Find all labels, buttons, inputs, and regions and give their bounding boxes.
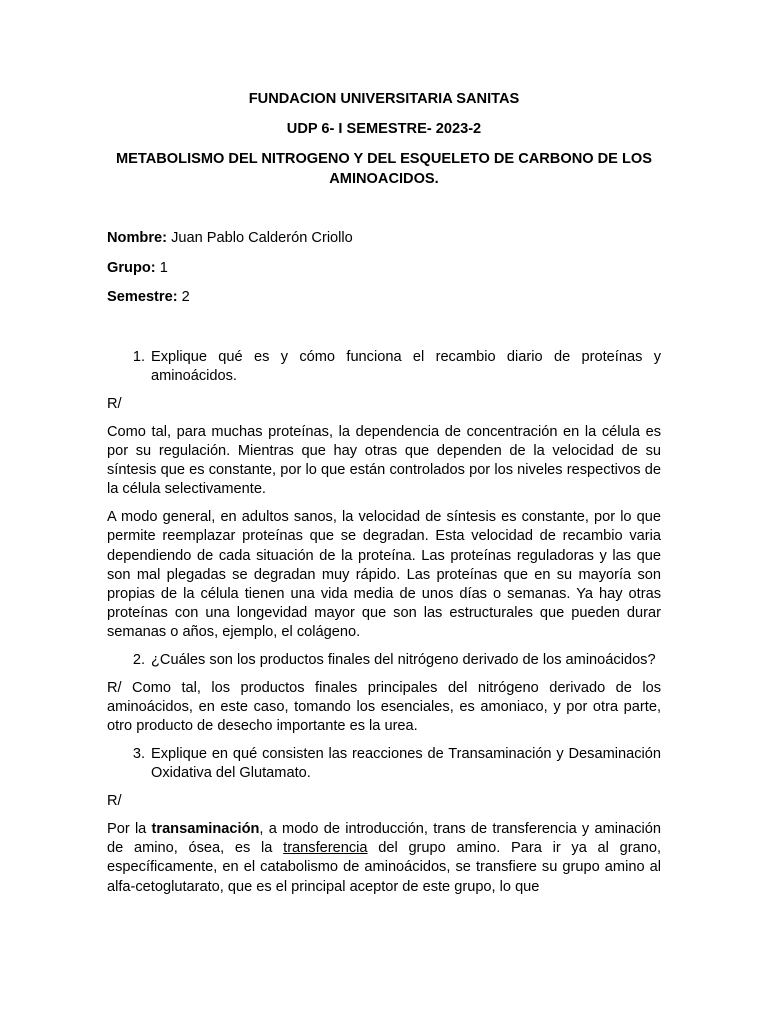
student-group-label: Grupo:: [107, 259, 156, 276]
question-3-number: 3.: [132, 746, 145, 763]
answer-1-paragraph-1: Como tal, para muchas proteínas, la dependencia de concentración en la célula es por su regulación. Mientras que hay otras que dependen de la velocidad de su síntesis que es constante, por lo que están controlados por los niveles respectivos de la célula selectivamente.: [107, 423, 661, 498]
question-2-text: ¿Cuáles son los productos finales del nitrógeno derivado de los aminoácidos?: [151, 652, 656, 669]
answer-3-marker: R/: [107, 793, 122, 810]
answer-3-text-start: Por la: [107, 820, 152, 837]
course-heading: UDP 6- I SEMESTRE- 2023-2: [286, 121, 482, 138]
question-2-number: 2.: [132, 652, 145, 669]
student-group-field: [107, 259, 661, 278]
question-1: [107, 348, 661, 386]
student-name-field: [107, 229, 661, 248]
answer-3-text-end: del grupo amino. Para ir ya al grano, específicamente, en el catabolismo de aminoácidos, se transfiere su grupo amino al alfa-cetoglutarato, que es el principal aceptor de este grupo, lo que: [107, 840, 662, 895]
question-2: [107, 651, 661, 670]
student-name-value: Juan Pablo Calderón Criollo: [171, 229, 353, 246]
answer-3-underlined-term: transferencia: [283, 840, 368, 857]
student-group-value: 1: [159, 259, 168, 276]
question-1-number: 1.: [132, 348, 145, 365]
answer-1-marker: R/: [107, 395, 122, 412]
document-page: [107, 90, 661, 905]
student-semester-field: [107, 288, 661, 307]
student-name-label: Nombre:: [107, 229, 167, 246]
institution-heading: FUNDACION UNIVERSITARIA SANITAS: [248, 91, 520, 107]
question-1-text: Explique qué es y cómo funciona el recambio diario de proteínas y aminoácidos.: [151, 348, 661, 385]
answer-2-paragraph: R/ Como tal, los productos finales principales del nitrógeno derivado de los aminoácidos, en este caso, tomando los esenciales, es amoniaco, y por otra parte, otro producto de desecho importante es la urea.: [107, 679, 661, 735]
question-3-text: Explique en qué consisten las reacciones de Transaminación y Desaminación Oxidativa del Glutamato.: [151, 746, 661, 782]
answer-1-paragraph-2: A modo general, en adultos sanos, la velocidad de síntesis es constante, por lo que permite reemplazar proteínas que se degradan. Esta velocidad de recambio varia dependiendo de cada situación de la proteína. Las proteínas reguladoras y las que son mal plegadas se degradan muy rápido. Las proteínas que en su mayoría son propias de la célula tienen una vida media de unos días o semanas. Ya hay otras proteínas con una longevidad mayor que son las estructurales que pueden durar semanas o años, ejemplo, el colágeno.: [107, 509, 661, 641]
student-semester-label: Semestre:: [107, 289, 178, 306]
document-title: METABOLISMO DEL NITROGENO Y DEL ESQUELETO DE CARBONO DE LOS AMINOACIDOS.: [116, 151, 652, 187]
question-3: [107, 745, 661, 783]
student-semester-value: 2: [181, 289, 190, 306]
answer-3-bold-term: transaminación: [151, 820, 260, 837]
answer-3-text-middle: , a modo de introducción, trans de transferencia y aminación de amino, ósea, es la: [107, 820, 661, 857]
answer-3-paragraph: [107, 820, 661, 897]
